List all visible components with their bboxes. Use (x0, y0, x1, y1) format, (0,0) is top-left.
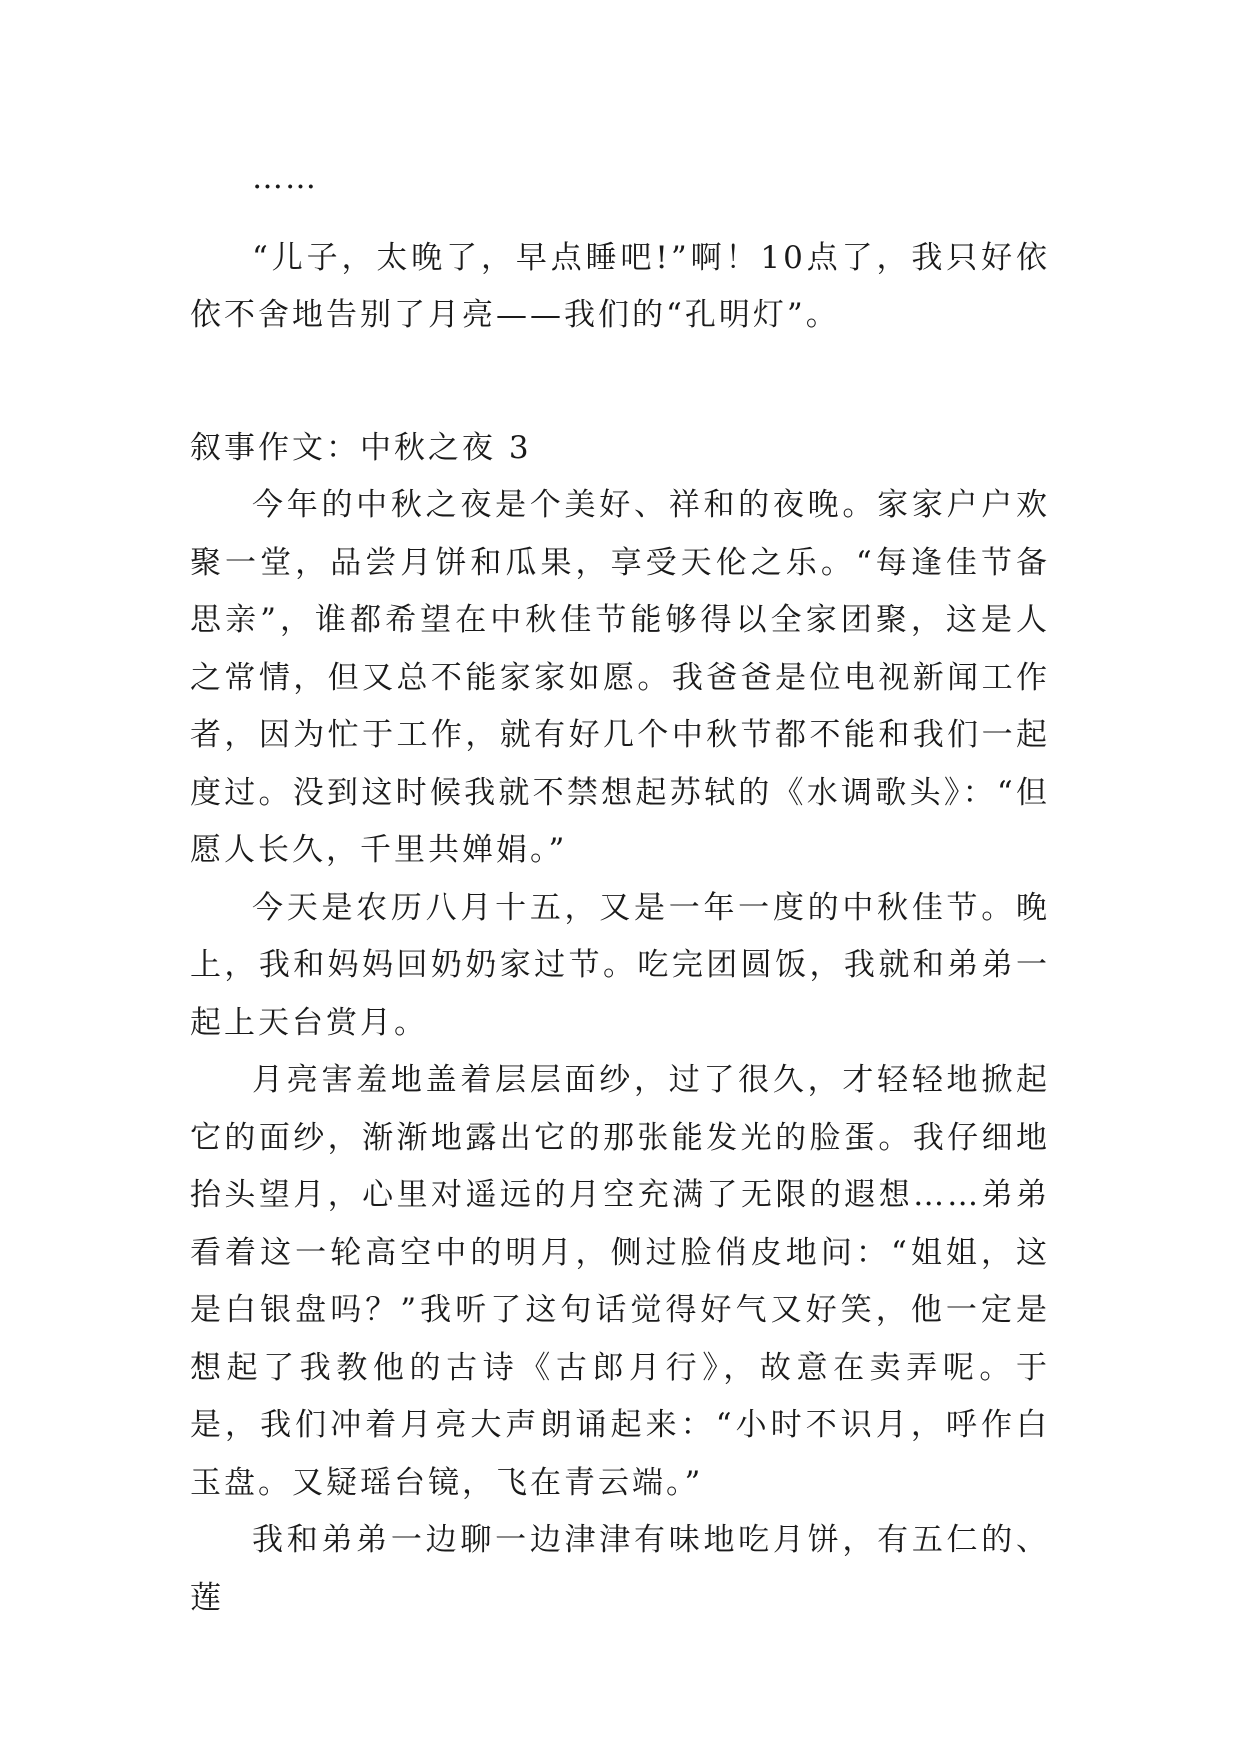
paragraph-intro: 今年的中秋之夜是个美好、祥和的夜晚。家家户户欢聚一堂，品尝月饼和瓜果，享受天伦之乐。“每逢佳节备思亲”，谁都希望在中秋佳节能够得以全家团聚，这是人之常情，但又总不能家家如愿。我爸爸是位电视新闻工作者，因为忙于工作，就有好几个中秋节都不能和我们一起度过。没到这时候我就不禁想起苏轼的《水调歌头》：“但愿人长久，千里共婵娟。” (190, 487, 1050, 868)
paragraph-moon: 月亮害羞地盖着层层面纱，过了很久，才轻轻地掀起它的面纱，渐渐地露出它的那张能发光的脸蛋。我仔细地抬头望月，心里对遥远的月空充满了无限的遐想……弟弟看着这一轮高空中的明月，侧过脸俏皮地问：“姐姐，这是白银盘吗？”我听了这句话觉得好气又好笑，他一定是想起了我教他的古诗《古郎月行》，故意在卖弄呢。于是，我们冲着月亮大声朗诵起来：“小时不识月，呼作白玉盘。又疑瑶台镜，飞在青云端。” (190, 1062, 1050, 1501)
paragraph-goodnight: “儿子，太晚了，早点睡吧!”啊！10点了，我只好依依不舍地告别了月亮——我们的“孔明灯”。 (190, 239, 1050, 333)
document-body (190, 150, 1050, 1627)
paragraph-mooncakes: 我和弟弟一边聊一边津津有味地吃月饼，有五仁的、莲 (190, 1522, 1050, 1616)
essay-heading: 叙事作文：中秋之夜 3 (190, 429, 532, 466)
paragraph-festival: 今天是农历八月十五，又是一年一度的中秋佳节。晚上，我和妈妈回奶奶家过节。吃完团圆饭，我就和弟弟一起上天台赏月。 (190, 889, 1050, 1041)
ellipsis-line: …… (252, 160, 318, 196)
